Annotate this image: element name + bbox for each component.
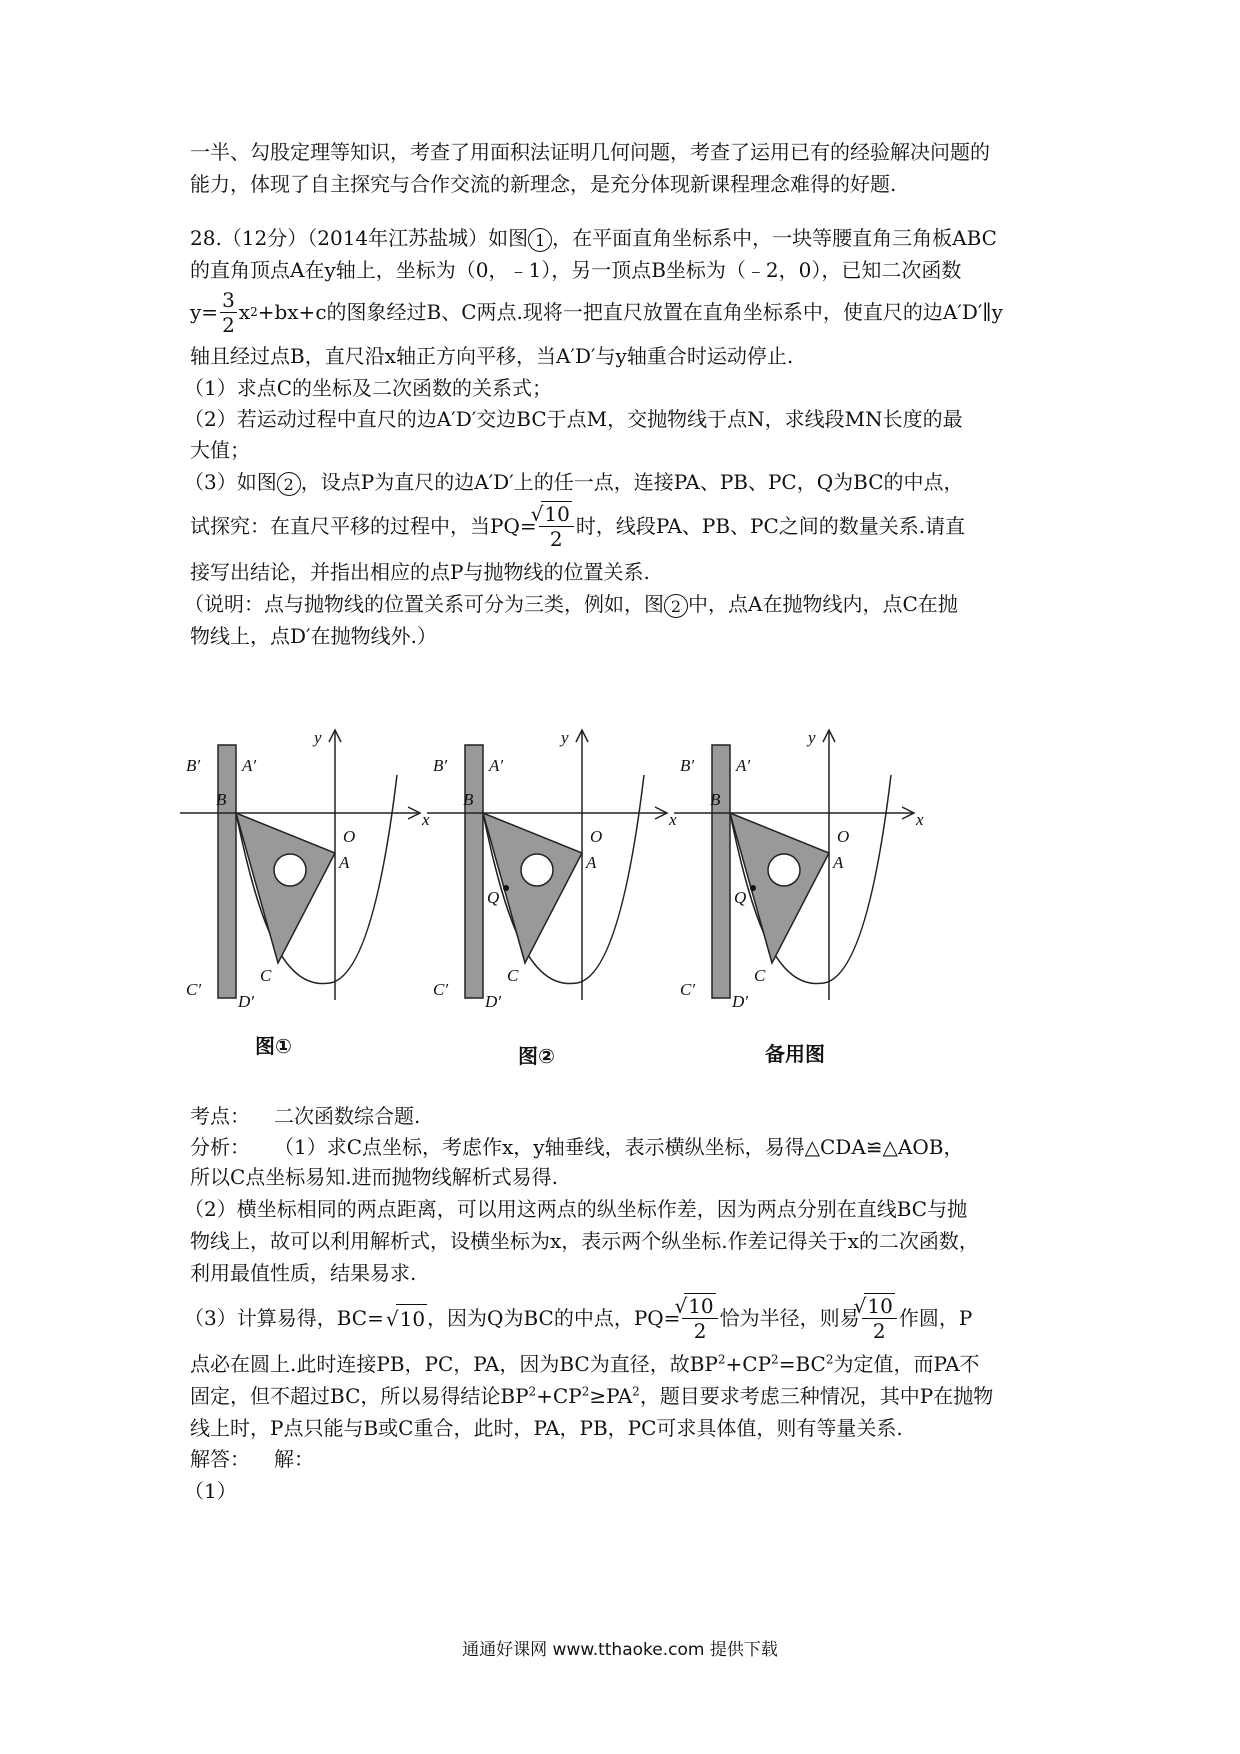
label-c: C: [754, 966, 766, 985]
exponent: 2: [581, 1384, 590, 1399]
page-footer: 通通好课网 www.tthaoke.com 提供下载: [462, 1640, 778, 1660]
label-x: x: [916, 810, 924, 829]
question-1: （1）求点C的坐标及二次函数的关系式；: [184, 376, 553, 400]
label-q: Q: [487, 888, 500, 907]
label-b: B: [463, 790, 474, 809]
label-b-prime: B′: [186, 756, 201, 775]
figure-1-caption: 图①: [255, 1034, 292, 1058]
kaodian-row: [190, 1102, 1070, 1130]
fraction-numerator: 3: [222, 287, 235, 312]
figure-ref-2: 2: [277, 472, 301, 496]
note-a-post: 中，点A在抛物线内，点C在抛: [688, 592, 958, 616]
fraction-denominator: 2: [222, 312, 235, 337]
fenxi-row: [190, 1133, 1070, 1161]
figure-2-svg: [427, 705, 697, 1011]
fenxi-1: （1）求C点坐标，考虑作x，y轴垂线，表示横纵坐标，易得△CDA≌△AOB，: [274, 1135, 964, 1159]
question-2b: 大值；: [190, 438, 250, 462]
figure-1: [180, 705, 450, 1011]
label-c-prime: C′: [433, 980, 449, 999]
label-a-prime: A′: [242, 756, 257, 775]
fenxi-3c-3: ≥PA: [589, 1384, 633, 1408]
label-c-prime: C′: [186, 980, 202, 999]
jieda-row: [190, 1445, 1070, 1473]
label-b: B: [216, 790, 227, 809]
fenxi-1b: 所以C点坐标易知.进而抛物线解析式易得.: [190, 1165, 559, 1189]
intro-line-2: 能力，体现了自主探究与合作交流的新理念，是充分体现新课程理念难得的好题.: [190, 172, 897, 196]
figure-ref-3: 2: [664, 594, 688, 618]
triangle-hole: [521, 854, 553, 886]
fenxi-3b-2: +CP: [725, 1352, 772, 1376]
fenxi-3a: [184, 1292, 1064, 1344]
sqrt-10: √ 10: [396, 1304, 427, 1333]
exponent: 2: [717, 1352, 726, 1367]
exponent: 2: [632, 1384, 640, 1399]
label-a-prime: A′: [736, 756, 751, 775]
problem-line-3-text: +bx+c的图象经过B、C两点.现将一把直尺放置在直角坐标系中，使直尺的边A′D′∥y: [257, 300, 1003, 324]
problem-line-1b: ，在平面直角坐标系中，一块等腰直角三角板ABC: [552, 226, 997, 250]
label-a-prime: A′: [489, 756, 504, 775]
exponent: 2: [771, 1352, 779, 1367]
fraction-sqrt10-over-2: [862, 1293, 897, 1343]
fenxi-3a-3: 恰为半径，则易: [719, 1306, 860, 1330]
ruler: [218, 745, 236, 998]
figure-ref-1: 1: [528, 228, 552, 252]
problem-line-2: 的直角顶点A在y轴上，坐标为（0，﹣1），另一顶点B坐标为（﹣2，0），已知二次函数: [190, 258, 962, 282]
ruler: [465, 745, 483, 998]
sqrt-10: √ 10: [541, 501, 572, 526]
note-a: [184, 590, 1064, 618]
fraction-sqrt10-over-2: [539, 501, 574, 551]
fenxi-3b: [190, 1350, 1070, 1378]
fraction-denominator: 2: [693, 1318, 707, 1343]
triangle-abc: [236, 813, 335, 963]
problem-line-4: 轴且经过点B，直尺沿x轴正方向平移，当A′D′与y轴重合时运动停止.: [190, 344, 794, 368]
label-b-prime: B′: [680, 756, 695, 775]
kaodian-text: 二次函数综合题.: [274, 1104, 421, 1128]
fenxi-3c-2: +CP: [536, 1384, 582, 1408]
triangle-hole: [768, 854, 800, 886]
equation-prefix: y=: [190, 300, 219, 324]
label-o: O: [590, 827, 603, 846]
question-3b-post: 时，线段PA、PB、PC之间的数量关系.请直: [575, 514, 966, 538]
fraction-denominator: 2: [872, 1318, 886, 1343]
figure-2-caption: 图②: [518, 1044, 555, 1068]
equation-x: x: [238, 300, 251, 324]
exponent: 2: [825, 1352, 834, 1367]
note-b: 物线上，点D′在抛物线外.）: [190, 624, 437, 648]
ruler: [712, 745, 730, 998]
label-o: O: [343, 827, 356, 846]
point-q: [750, 885, 756, 891]
problem-line-1: [190, 224, 1070, 252]
jieda-1: （1）: [184, 1479, 237, 1503]
label-x: x: [422, 810, 430, 829]
label-x: x: [669, 810, 677, 829]
fenxi-3b-1: 点必在圆上.此时连接PB，PC，PA，因为BC为直径，故BP: [190, 1352, 718, 1376]
fenxi-3a-4: 作圆，P: [898, 1306, 973, 1330]
fenxi-3d: 线上时，P点只能与B或C重合，此时，PA，PB，PC可求具体值，则有等量关系.: [190, 1416, 903, 1440]
fenxi-2c: 利用最值性质，结果易求.: [190, 1261, 417, 1285]
label-d-prime: D′: [732, 992, 748, 1011]
label-d-prime: D′: [485, 992, 501, 1011]
fraction-denominator: 2: [549, 526, 563, 551]
label-q: Q: [734, 888, 747, 907]
intro-line-1: 一半、勾股定理等知识，考查了用面积法证明几何问题，考查了运用已有的经验解决问题的: [190, 140, 990, 164]
note-a-pre: （说明：点与抛物线的位置关系可分为三类，例如，图: [184, 592, 664, 616]
label-d-prime: D′: [238, 992, 254, 1011]
fraction-3-2: [220, 287, 237, 337]
question-2a: （2）若运动过程中直尺的边A′D′交边BC于点M，交抛物线于点N，求线段MN长度的最: [184, 407, 963, 431]
figure-3-svg: [674, 705, 944, 1011]
label-c-prime: C′: [680, 980, 696, 999]
label-b-prime: B′: [433, 756, 448, 775]
question-3a-pre: （3）如图: [184, 470, 277, 494]
label-b: B: [710, 790, 721, 809]
label-y: y: [314, 728, 322, 747]
label-y: y: [561, 728, 569, 747]
fenxi-3a-2: ，因为Q为BC的中点，PQ=: [427, 1306, 681, 1330]
point-q: [503, 885, 509, 891]
fenxi-3c: [190, 1382, 1070, 1410]
question-3a-post: ，设点P为直尺的边A′D′上的任一点，连接PA、PB、PC，Q为BC的中点，: [300, 470, 964, 494]
fenxi-3b-4: 为定值，而PA不: [833, 1352, 980, 1376]
figure-1-svg: [180, 705, 450, 1011]
label-c: C: [507, 966, 519, 985]
fenxi-3b-3: =BC: [778, 1352, 826, 1376]
jieda-label: 解答：: [190, 1447, 250, 1471]
label-a: A: [339, 853, 350, 872]
label-a: A: [586, 853, 597, 872]
fenxi-3c-4: ，题目要求考虑三种情况，其中P在抛物: [639, 1384, 994, 1408]
label-o: O: [837, 827, 850, 846]
question-3a: [184, 468, 1064, 496]
question-3c: 接写出结论，并指出相应的点P与抛物线的位置关系.: [190, 560, 650, 584]
fenxi-3a-1: （3）计算易得，BC=: [184, 1306, 384, 1330]
fenxi-label: 分析：: [190, 1135, 250, 1159]
sqrt-10: √ 10: [684, 1293, 715, 1318]
label-c: C: [260, 966, 272, 985]
figure-3-caption: 备用图: [765, 1042, 825, 1066]
problem-line-3: y= $\frac{3}{2}$ x 2 +bx+c的图象经过B、C两点.现将一把直尺放置在直角坐标系中，使直尺的边A′D′∥y: [190, 287, 1003, 337]
fenxi-2a: （2）横坐标相同的两点距离，可以用这两点的纵坐标作差，因为两点分别在直线BC与抛: [184, 1197, 968, 1221]
triangle-hole: [274, 854, 306, 886]
fenxi-2b: 物线上，故可以利用解析式，设横坐标为x，表示两个纵坐标.作差记得关于x的二次函数，: [190, 1229, 979, 1253]
label-a: A: [833, 853, 844, 872]
question-3b: [190, 500, 1070, 552]
label-y: y: [808, 728, 816, 747]
fraction-sqrt10-over-2: [682, 1293, 717, 1343]
sqrt-10: √ 10: [864, 1293, 895, 1318]
exponent: 2: [528, 1384, 537, 1399]
figure-2: [427, 705, 697, 1011]
figure-3: [674, 705, 944, 1011]
kaodian-label: 考点：: [190, 1104, 250, 1128]
question-3b-pre: 试探究：在直尺平移的过程中，当PQ=: [190, 514, 537, 538]
fenxi-3c-1: 固定，但不超过BC，所以易得结论BP: [190, 1384, 529, 1408]
problem-line-1a: 28.（12分）（2014年江苏盐城）如图: [190, 226, 529, 250]
jieda-text: 解：: [274, 1447, 314, 1471]
